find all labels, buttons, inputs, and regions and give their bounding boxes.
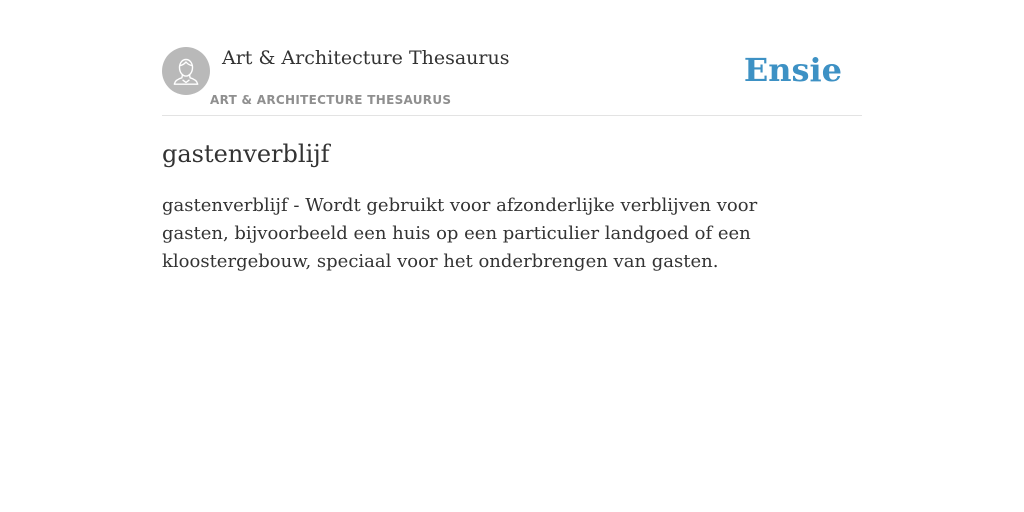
user-silhouette-icon (162, 47, 210, 95)
brand-logo-link[interactable]: Ensie (743, 51, 842, 89)
term-definition: gastenverblijf - Wordt gebruikt voor afzonderlijke verblijven voor gasten, bijvoorbeeld een huis op een particulier landgoed of een kloostergebouw, speciaal voor het onderbrengen van gasten. (162, 195, 758, 272)
author-name-link[interactable]: Art & Architecture Thesaurus (222, 47, 510, 69)
source-label: ART & ARCHITECTURE THESAURUS (210, 93, 452, 107)
avatar[interactable] (162, 47, 210, 95)
page-container (162, 0, 862, 512)
page-header (162, 0, 862, 116)
term-title: gastenverblijf (162, 140, 330, 168)
